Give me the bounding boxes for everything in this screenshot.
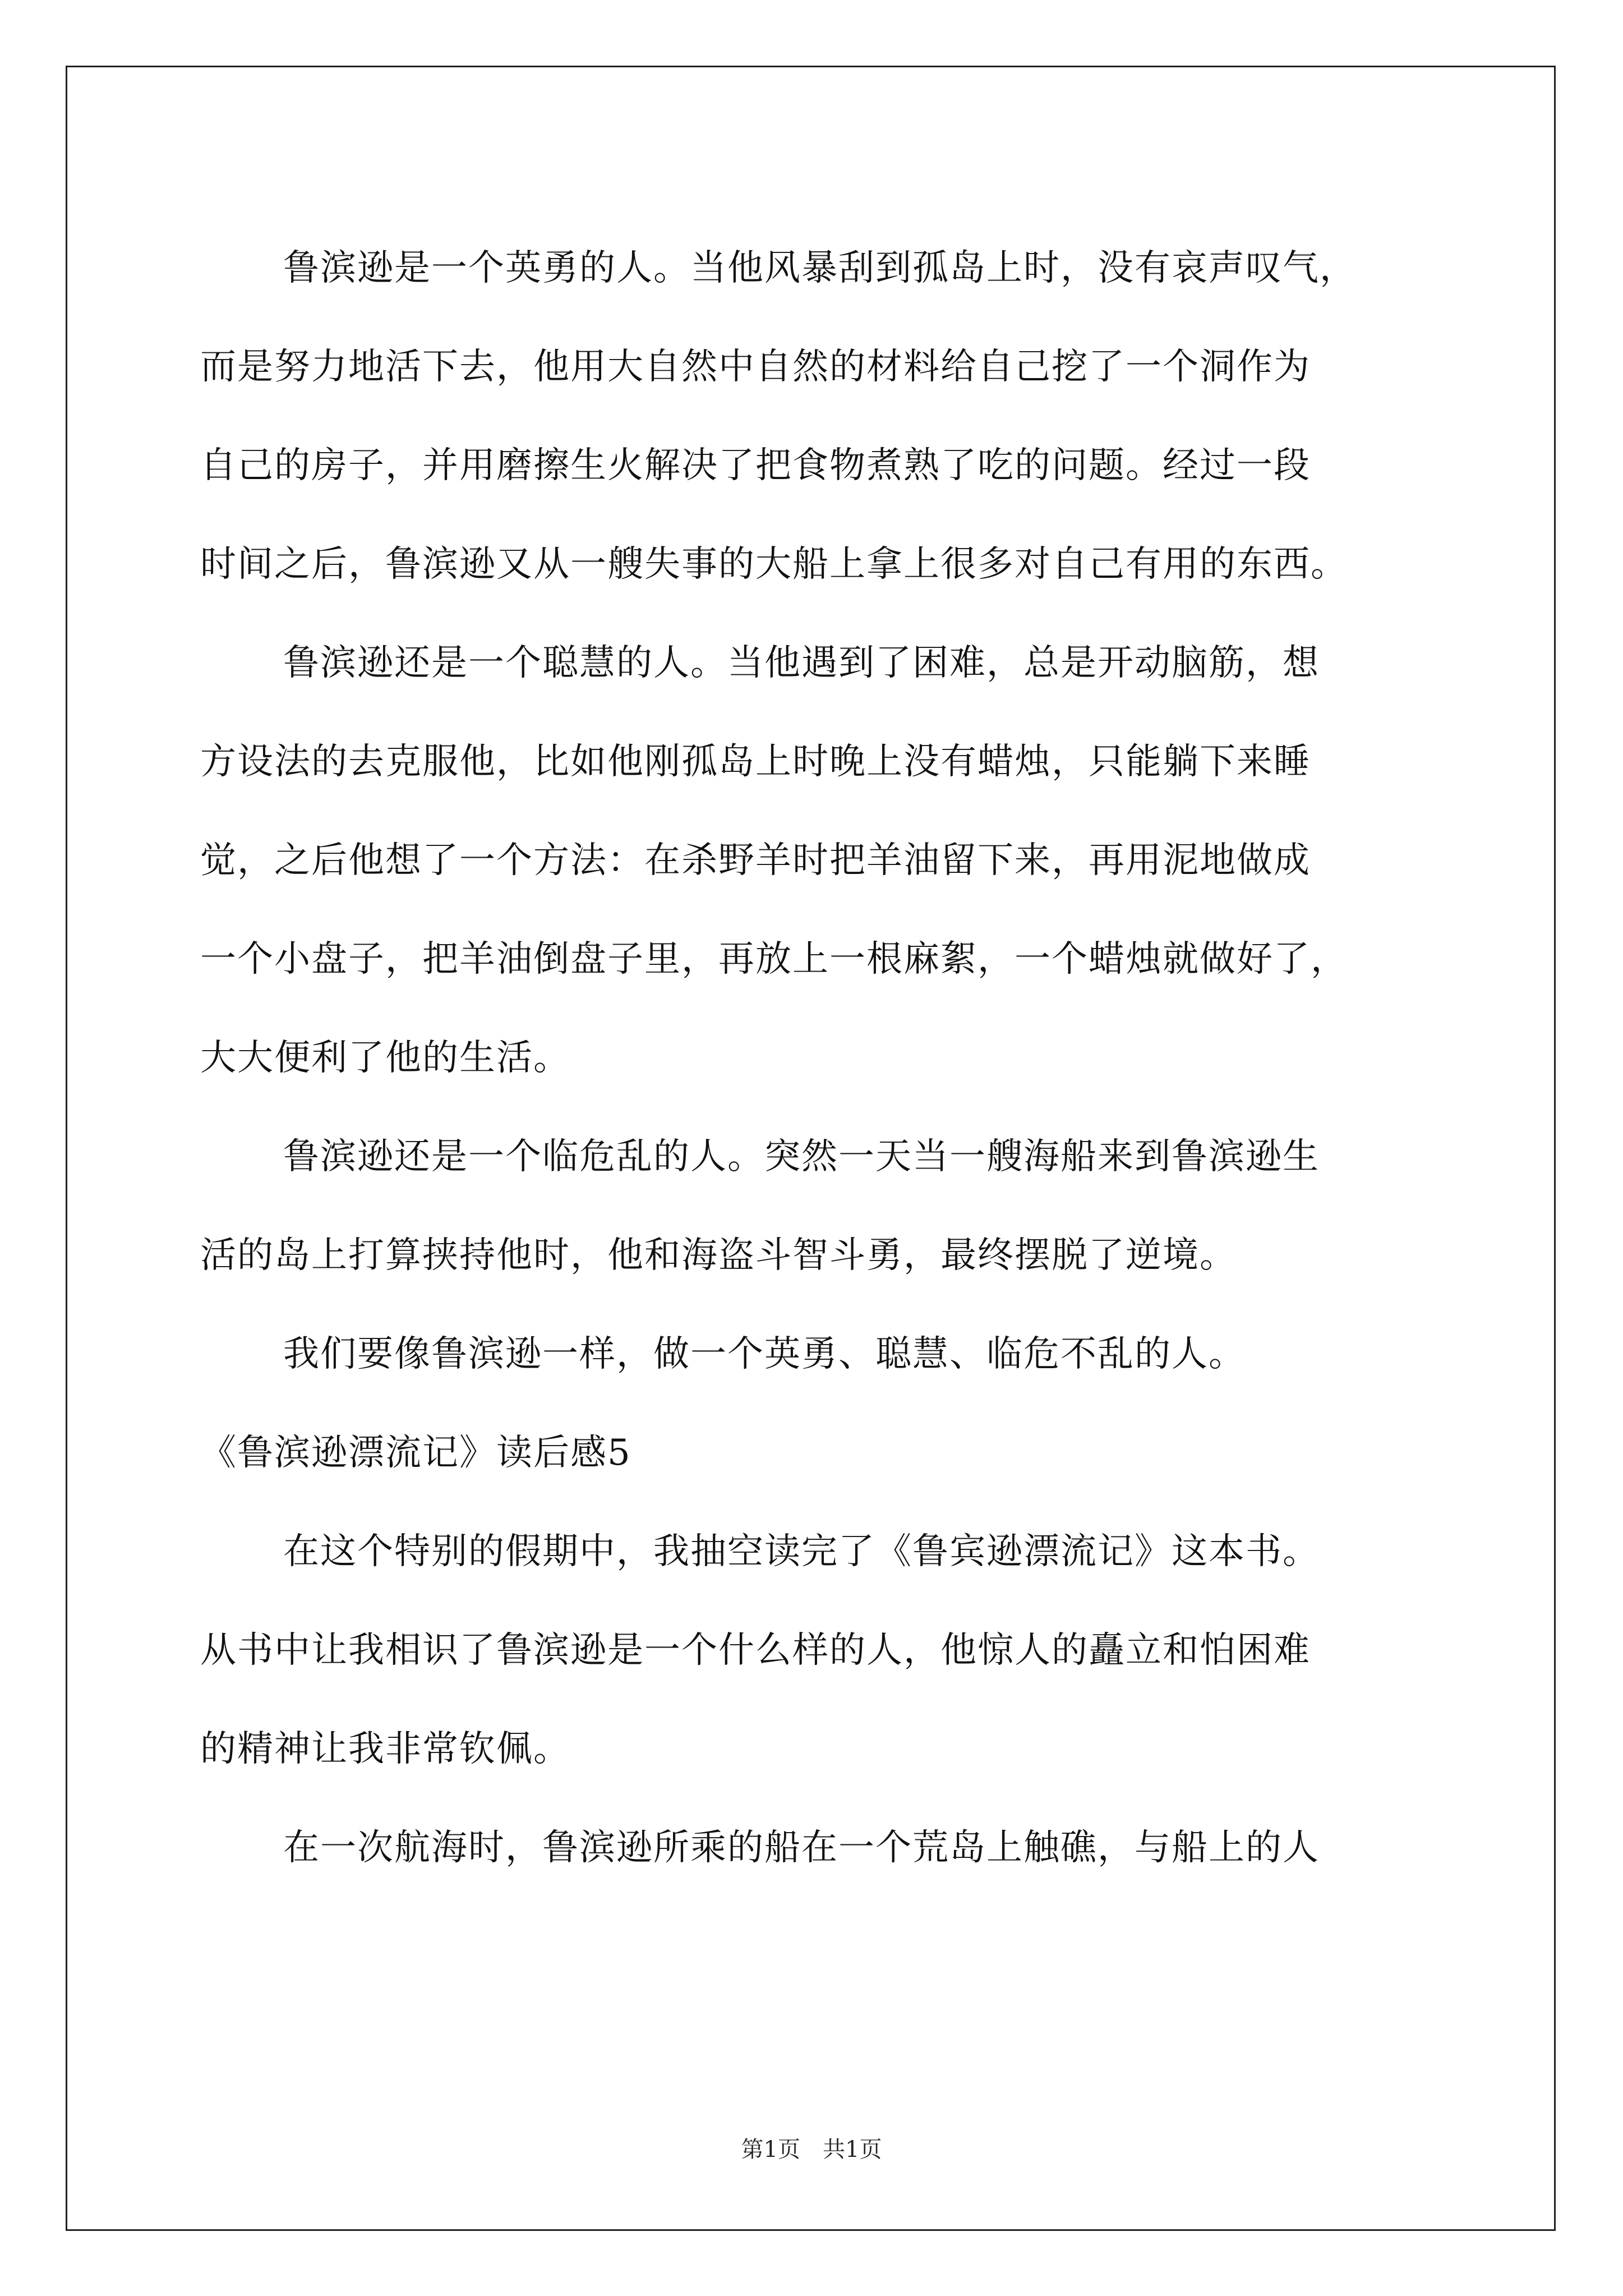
text-line: 自己的房子，并用磨擦生火解决了把食物煮熟了吃的问题。经过一段 (200, 445, 1311, 486)
section-heading: 《鲁滨逊漂流记》读后感5 (200, 1432, 631, 1474)
text-line: 时间之后，鲁滨逊又从一艘失事的大船上拿上很多对自己有用的东西。 (200, 544, 1348, 585)
text-line: 而是努力地活下去，他用大自然中自然的材料给自己挖了一个洞作为 (200, 346, 1311, 388)
text-line: 活的岛上打算挟持他时，他和海盗斗智斗勇，最终摆脱了逆境。 (200, 1235, 1237, 1276)
text-line: 觉，之后他想了一个方法：在杀野羊时把羊油留下来，再用泥地做成 (200, 840, 1311, 881)
text-line: 在这个特别的假期中，我抽空读完了《鲁宾逊漂流记》这本书。 (283, 1531, 1320, 1572)
text-line: 方设法的去克服他，比如他刚孤岛上时晚上没有蜡烛，只能躺下来睡 (200, 741, 1311, 783)
text-line: 我们要像鲁滨逊一样，做一个英勇、聪慧、临危不乱的人。 (283, 1333, 1246, 1375)
text-line: 在一次航海时，鲁滨逊所乘的船在一个荒岛上触礁，与船上的人 (283, 1827, 1320, 1869)
page-footer: 第1页 共1页 (741, 2137, 882, 2162)
text-line: 大大便利了他的生活。 (200, 1037, 570, 1079)
text-line: 的精神让我非常钦佩。 (200, 1728, 570, 1770)
text-line: 从书中让我相识了鲁滨逊是一个什么样的人，他惊人的矗立和怕困难 (200, 1630, 1311, 1671)
text-line: 鲁滨逊还是一个聪慧的人。当他遇到了困难，总是开动脑筋，想 (283, 642, 1320, 684)
text-line: 鲁滨逊是一个英勇的人。当他风暴刮到孤岛上时，没有哀声叹气， (283, 247, 1357, 289)
document-body (200, 219, 1434, 1897)
text-line: 鲁滨逊还是一个临危乱的人。突然一天当一艘海船来到鲁滨逊生 (283, 1136, 1320, 1177)
text-line: 一个小盘子，把羊油倒盘子里，再放上一根麻絮，一个蜡烛就做好了， (200, 938, 1348, 980)
